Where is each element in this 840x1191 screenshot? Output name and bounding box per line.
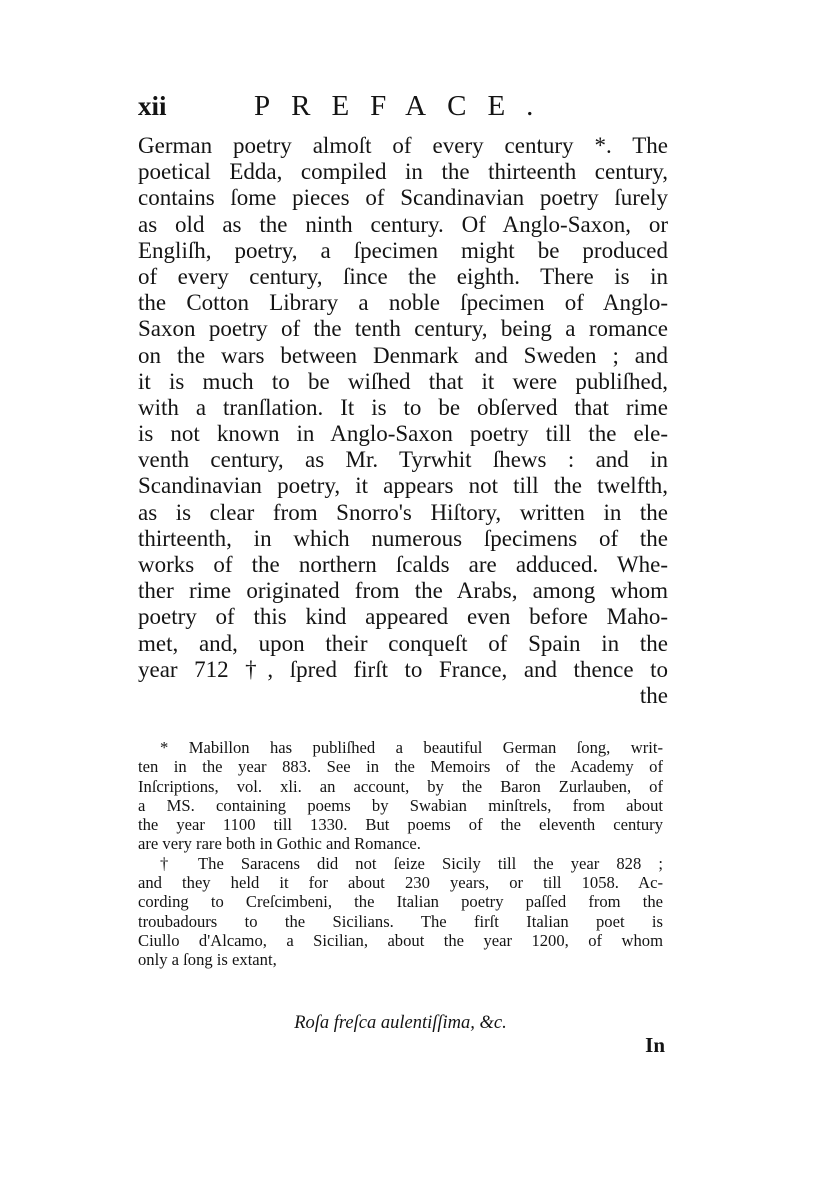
catchword: In: [645, 1033, 665, 1057]
text-line: year 712 †, ſpred firſt to France, and thence to: [138, 656, 668, 682]
text-line: with a tranſlation. It is to be obſerved that rime: [138, 394, 668, 420]
page-number: xii: [138, 91, 167, 121]
text-line: met, and, upon their conqueſt of Spain in the: [138, 630, 668, 656]
running-title: PREFACE.: [254, 90, 555, 122]
text-line: Saxon poetry of the tenth century, being a romance: [138, 316, 668, 342]
footnote-line: only a ſong is extant,: [138, 950, 277, 970]
text-line: poetry of this kind appeared even before Maho-: [138, 604, 668, 630]
text-line: works of the northern ſcalds are adduced. Whe-: [138, 552, 668, 577]
footnote-line: the year 1100 till 1330. But poems of the eleventh century: [138, 815, 663, 835]
footnote-line: * Mabillon has publiſhed a beautiful German ſong, writ-: [160, 738, 663, 757]
footnote-line: Ciullo d'Alcamo, a Sicilian, about the year 1200, of whom: [138, 930, 663, 950]
text-line: as is clear from Snorro's Hiſtory, written in the: [138, 499, 668, 525]
footnotes: [138, 738, 663, 970]
footnote-line: troubadours to the Sicilians. The firſt Italian poet is: [138, 911, 663, 931]
footnote-line: cording to Creſcimbeni, the Italian poetry paſſed from the: [138, 892, 663, 912]
text-line: Engliſh, poetry, a ſpecimen might be produced: [138, 237, 668, 263]
footnote-line: Inſcriptions, vol. xli. an account, by the Baron Zurlauben, of: [138, 776, 663, 796]
text-line-carryover: the: [639, 682, 668, 708]
text-line: on the wars between Denmark and Sweden ; and: [138, 342, 668, 368]
text-line: ther rime originated from the Arabs, among whom: [138, 578, 668, 604]
footnote-line: ten in the year 883. See in the Memoirs of the Academy of: [138, 757, 663, 777]
text-line: is not known in Anglo-Saxon poetry till the ele-: [138, 421, 668, 447]
text-line: contains ſome pieces of Scandinavian poetry ſurely: [138, 185, 668, 211]
text-line: the Cotton Library a noble ſpecimen of Anglo-: [138, 290, 668, 316]
footnote-line: a MS. containing poems by Swabian minſtrels, from about: [138, 795, 663, 815]
page-header: [138, 86, 668, 126]
footnote-line: and they held it for about 230 years, or till 1058. Ac-: [138, 873, 663, 893]
text-line: venth century, as Mr. Tyrwhit ſhews : and in: [138, 447, 668, 473]
text-line: thirteenth, in which numerous ſpecimens of the: [138, 525, 668, 551]
text-line: German poetry almoſt of every century *. The: [138, 133, 668, 158]
text-line: it is much to be wiſhed that it were publiſhed,: [138, 368, 668, 394]
footnote-line: are very rare both in Gothic and Romance.: [138, 834, 421, 854]
text-line: poetical Edda, compiled in the thirteenth century,: [138, 159, 668, 185]
text-line: as old as the ninth century. Of Anglo-Saxon, or: [138, 211, 668, 237]
footnote-line: † The Saracens did not ſeize Sicily till the year 828 ;: [160, 853, 663, 873]
verse-quotation: Roſa freſca aulentiſſima, &c.: [294, 1013, 507, 1033]
text-line: Scandinavian poetry, it appears not till the twelfth,: [138, 473, 668, 499]
body-text: [138, 133, 668, 709]
text-line: of every century, ſince the eighth. There is in: [138, 263, 668, 289]
